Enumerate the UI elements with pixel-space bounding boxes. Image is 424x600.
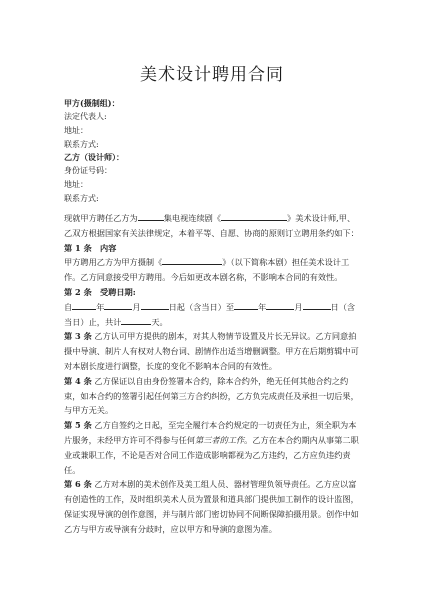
page-title: 美术设计聘用合同 bbox=[140, 65, 284, 85]
episode-count-blank bbox=[138, 211, 164, 221]
article-text: 甲方聘用乙方为甲方摄制《 bbox=[64, 257, 163, 268]
party-b-id-label: 身份证号码： bbox=[64, 166, 112, 175]
intro-text: 》美术设计师, bbox=[287, 213, 339, 223]
article-6 bbox=[64, 477, 362, 536]
production-name-blank bbox=[162, 255, 222, 265]
article-2-text bbox=[64, 300, 362, 330]
article-6-number: 第 6 条 bbox=[64, 479, 92, 490]
article-5-number: 第 5 条 bbox=[64, 420, 92, 431]
start-month-blank bbox=[104, 300, 132, 310]
article-6-text: 乙方对本剧的美术创作及美工组人员、器材管理负领导责任。乙方应以富有创造性的工作，及时组织美术人员为置景和道具部门提供加工制作的设计监图，保证实现导演的创作意图，并与制片部门密切协同不间断保障拍摄用景。创作中如乙方与甲方或导演有分歧时，应以甲方和导演的意图为准。 bbox=[64, 479, 359, 534]
article-text: 日起（含当日）至 bbox=[168, 301, 235, 312]
article-text: 月 bbox=[132, 301, 141, 312]
article-4-number: 第 4 条 bbox=[64, 375, 92, 386]
article-text: 年 bbox=[96, 301, 105, 312]
article-5-text: 乙方自签约之日起，至完全履行本合约规定的一切责任为止，须全职为本片服务，未经甲方许可不得参与任何 bbox=[64, 420, 357, 445]
article-text: 日（含 bbox=[330, 301, 356, 312]
article-3-number: 第 3 条 bbox=[64, 331, 92, 342]
article-3-text: 乙方认可甲方提供的剧本，对其人物情节设置及片长无异议。乙方同意拍摄中导演、制片人有权对人物台词、剧情作出适当增删调整。甲方在后期剪辑中可对本剧长度进行调整，长度的变化不影响本合同的有效性。 bbox=[64, 331, 359, 371]
article-text: 月 bbox=[294, 301, 303, 312]
end-year-blank bbox=[234, 300, 258, 310]
article-text: 天。 bbox=[151, 316, 168, 327]
party-b-contact-label: 联系方式: bbox=[64, 194, 99, 203]
intro-text: 集电视连续剧《 bbox=[163, 213, 222, 223]
contract-body bbox=[64, 211, 362, 537]
party-a-address-label: 地址： bbox=[64, 126, 88, 135]
article-5-italic-text: 第三者的工作 bbox=[195, 434, 245, 445]
intro-text: 甲、乙双方根据国家有关法律规定，本着平等、自愿、协商的原则订立聘用条约如下： bbox=[64, 213, 359, 238]
article-text: 》（以下简称本剧）担任美术设计工作。乙方同意接受甲方聘用。今后如更改本剧名称，不影响本合同的有效性。 bbox=[64, 257, 350, 283]
article-4-text: 乙方保证以自由身份签署本合约，除本合约外，绝无任何其他合约之约束，如本合约的签署引起任何第三方合约纠纷，乙方负完成责任及承担一切后果，与甲方无关。 bbox=[64, 375, 359, 416]
intro-paragraph bbox=[64, 211, 362, 241]
article-text: 自 bbox=[64, 301, 73, 312]
end-day-blank bbox=[303, 300, 331, 310]
article-2-heading: 第 2 条 受聘日期: bbox=[64, 286, 136, 297]
party-a-heading: 甲方(摄制组)： bbox=[64, 98, 120, 108]
party-a-block bbox=[64, 96, 120, 152]
article-1-heading: 第 1 条 内容 bbox=[64, 242, 117, 253]
article-text: 年 bbox=[258, 301, 267, 312]
intro-text: 现就甲方聘任乙方为 bbox=[64, 213, 138, 223]
party-a-representative-label: 法定代表人: bbox=[64, 112, 107, 121]
start-day-blank bbox=[141, 300, 169, 310]
article-5 bbox=[64, 418, 362, 477]
series-name-blank bbox=[221, 211, 287, 221]
total-days-blank bbox=[121, 315, 151, 325]
article-5-text: 。乙方在本合约期内从事第二职业或兼职工作，不论是否对合同工作造成影响都视为乙方违约，乙方应负违约责任。 bbox=[64, 434, 359, 475]
party-b-address-label: 地址： bbox=[64, 180, 88, 189]
party-a-contact-label: 联系方式: bbox=[64, 140, 99, 149]
party-b-block bbox=[64, 150, 124, 206]
article-1-text bbox=[64, 255, 362, 285]
article-3 bbox=[64, 329, 362, 373]
party-b-heading: 乙方（设计师）： bbox=[64, 152, 124, 162]
end-month-blank bbox=[266, 300, 294, 310]
article-4 bbox=[64, 374, 362, 418]
article-text: 当日）止，共计 bbox=[64, 316, 122, 327]
start-year-blank bbox=[72, 300, 96, 310]
